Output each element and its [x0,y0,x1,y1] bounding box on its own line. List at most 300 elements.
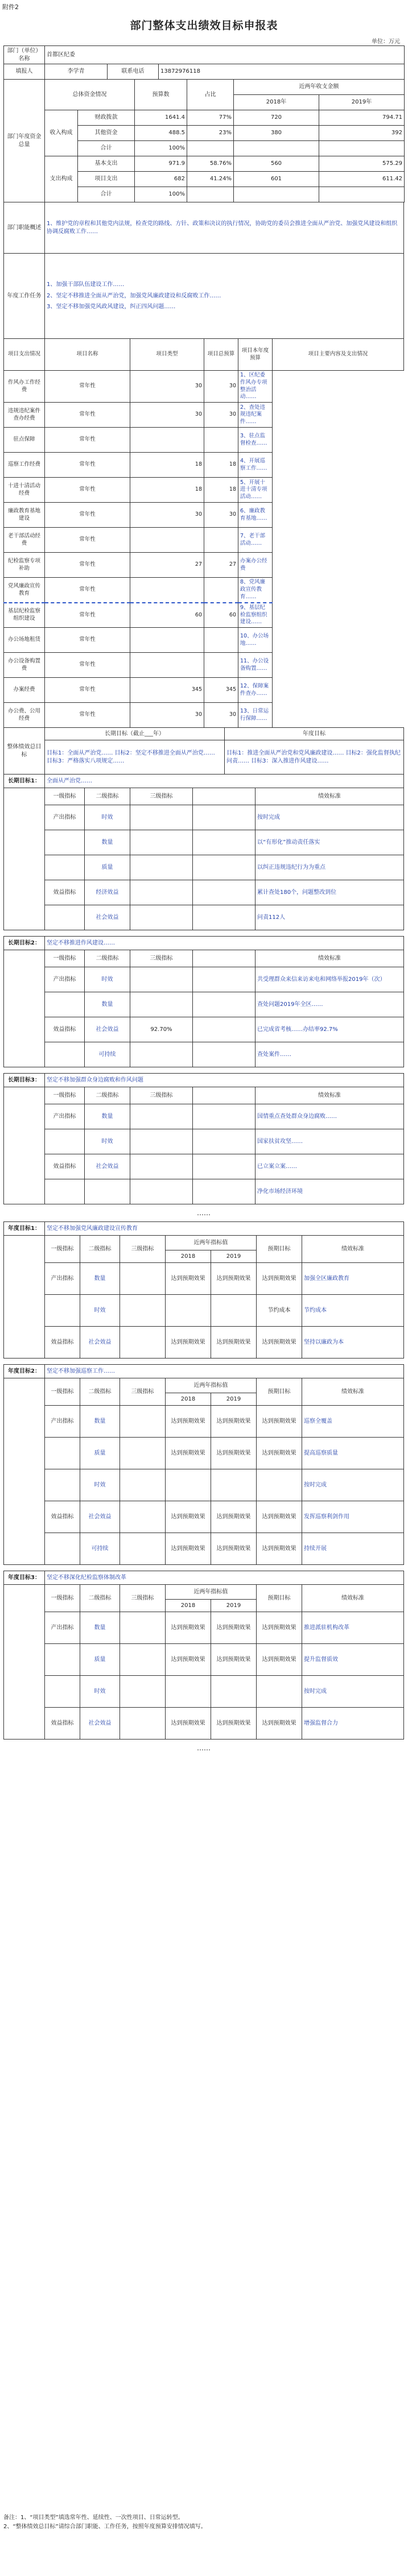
value-cell: 查处问题2019年全区…… [255,992,404,1017]
level1-cell: 产出指标 [45,805,85,830]
level1-cell [45,1644,80,1676]
std-cell: 持续开展 [302,1533,404,1565]
funds-year-2019: 2019年 [319,95,405,110]
funds-row-budget: 1641.4 [135,110,187,126]
level1-cell [45,1179,85,1204]
level1-cell: 效益指标 [45,1017,85,1042]
level1-cell [45,992,85,1017]
level1-cell [45,830,85,855]
filler-label: 填报人 [4,64,45,80]
blank-cell [193,1042,255,1067]
duty-table [3,202,404,254]
target-cell: 达到预期效果 [257,1533,302,1565]
target-cell: 达到预期效果 [257,1644,302,1676]
project-name: 党风廉政宣传教育 [4,578,45,603]
target-cell [257,1469,302,1501]
project-total: 30 [130,403,204,428]
level2-cell: 经济效益 [85,880,130,905]
std-cell: 坚持以廉政为本 [302,1327,404,1359]
project-row [4,453,404,478]
std-cell: 按时完成 [302,1676,404,1708]
value-cell: 问责112人 [255,905,404,930]
project-total: 18 [130,478,204,503]
col-header-level1: 一级指标 [45,1087,85,1104]
funds-row-name: 合计 [78,187,135,202]
project-type: 常年性 [45,628,130,653]
long-goal-desc: 全面从严治党…… [45,775,404,788]
level2-cell: 数量 [80,1612,120,1644]
value-cell: 已立案立案…… [255,1154,404,1179]
value-cell: 国情重点查处群众身边腐败…… [255,1104,404,1129]
project-name: 十进十清活动经费 [4,478,45,503]
level1-cell [45,1533,80,1565]
level3-cell [120,1612,166,1644]
col-header-level2: 二级指标 [85,950,130,967]
level1-cell: 产出指标 [45,967,85,992]
projects-section-label: 项目支出情况 [4,339,45,371]
long-goal-row [4,1179,404,1204]
project-type: 常年性 [45,678,130,703]
year-goal-row [4,1327,404,1359]
project-desc: 8、党风廉政宣传教育…… [238,578,273,603]
annual-task-item: 1、加强干部队伍建设工作…… [47,281,125,288]
long-goal-title: 长期目标3： [4,1074,45,1087]
level1-cell [45,1676,80,1708]
value-2018-cell [166,1295,211,1327]
level2-cell: 社会效益 [80,1708,120,1740]
page-title: 部门整体支出绩效目标申报表 [130,19,278,32]
level2-cell: 社会效益 [80,1501,120,1533]
level3-cell [130,830,193,855]
year-goal-side [4,1378,45,1565]
project-name: 纪检监察专项补助 [4,553,45,578]
project-desc: 13、日常运行保障…… [238,703,273,728]
level3-cell [120,1501,166,1533]
value-cell: 以“有形化”推动责任落实 [255,830,404,855]
project-name: 巡察工作经费 [4,453,45,478]
col-header-level3: 三级指标 [120,1236,166,1263]
project-row [4,503,404,528]
funds-table [3,79,405,202]
project-year [204,628,238,653]
project-row [4,703,404,728]
year-goal-title: 年度目标2： [4,1365,45,1378]
value-2018-cell: 达到预期效果 [166,1406,211,1438]
long-goal-desc: 坚定不移加强群众身边腐败和作风问题 [45,1074,404,1087]
col-header-level2: 二级指标 [85,1087,130,1104]
project-year [204,528,238,553]
level3-cell [130,1129,193,1154]
overall-year-header: 年度目标 [225,728,404,740]
level3-cell [130,1154,193,1179]
value-2018-cell: 达到预期效果 [166,1501,211,1533]
funds-row-ratio: 23% [187,126,234,141]
project-desc: 10、办公场地…… [238,628,273,653]
col-header-level1: 一级指标 [45,788,85,805]
project-total [130,578,204,603]
long-goal-row [4,855,404,880]
project-year: 60 [204,603,238,628]
long-goal-row [4,880,404,905]
col-header-std: 绩效标准 [302,1585,404,1612]
level1-cell [45,1295,80,1327]
project-desc: 1、区纪委作风办专项整治活动…… [238,371,273,403]
level1-cell [45,1438,80,1469]
level2-cell: 时效 [85,1129,130,1154]
level3-cell: 92.70% [130,1017,193,1042]
project-type: 常年性 [45,453,130,478]
col-header-level2: 二级指标 [80,1236,120,1263]
funds-row-budget: 682 [135,172,187,187]
projects-col-type: 项目类型 [130,339,204,371]
funds-total-label: 总体资金情况 [45,80,135,110]
target-cell: 达到预期效果 [257,1438,302,1469]
annual-tasks-label: 年度工作任务 [4,254,45,339]
year-goal-row [4,1438,404,1469]
long-goal-row [4,967,404,992]
level2-cell: 数量 [80,1263,120,1295]
level1-cell: 产出指标 [45,1612,80,1644]
year-goal-side [4,1585,45,1740]
project-year: 30 [204,503,238,528]
level3-cell [120,1438,166,1469]
funds-row-2019: 794.71 [319,110,405,126]
level3-cell [130,880,193,905]
level3-cell [120,1295,166,1327]
year-goal-row [4,1676,404,1708]
level3-cell [120,1708,166,1740]
value-2019-cell [211,1469,257,1501]
year-goal-title: 年度目标1： [4,1222,45,1236]
value-2019-cell: 达到预期效果 [211,1327,257,1359]
level3-cell [120,1676,166,1708]
value-2019-cell: 达到预期效果 [211,1708,257,1740]
level2-cell: 时效 [85,967,130,992]
level3-cell [130,1179,193,1204]
std-cell: 巡察全覆盖 [302,1406,404,1438]
project-name: 办案经费 [4,678,45,703]
duty-label: 部门职能概述 [4,202,45,254]
value-cell: 按时完成 [255,805,404,830]
value-2019-cell: 达到预期效果 [211,1533,257,1565]
value-2019-cell: 达到预期效果 [211,1612,257,1644]
project-total: 345 [130,678,204,703]
project-year: 30 [204,371,238,403]
funds-row-2018: 720 [234,110,319,126]
level2-cell: 可持续 [80,1533,120,1565]
project-type: 常年性 [45,578,130,603]
level2-cell: 质量 [80,1438,120,1469]
ellipsis: …… [197,1209,211,1217]
year-goal-table [3,1571,404,1740]
value-2018-cell [166,1676,211,1708]
level2-cell: 社会效益 [85,1154,130,1179]
level3-cell [120,1533,166,1565]
col-header-nearly: 近两年指标值 [166,1585,257,1600]
level3-cell [130,805,193,830]
level2-cell: 时效 [80,1676,120,1708]
long-goal-table [3,936,404,1067]
funds-row-budget: 100% [135,187,187,202]
level1-cell: 产出指标 [45,1104,85,1129]
level3-cell [130,1104,193,1129]
year-goal-desc: 坚定不移加强党风廉政建设宣传教育 [45,1222,404,1236]
funds-row-ratio: 41.24% [187,172,234,187]
long-goal-row [4,1042,404,1067]
funds-row-budget: 971.9 [135,156,187,172]
col-header-level1: 一级指标 [45,950,85,967]
col-header-std: 绩效标准 [255,1087,404,1104]
project-total: 30 [130,503,204,528]
project-year: 27 [204,553,238,578]
annual-task-item: 2、坚定不移推进全面从严治党，加强党风廉政建设和反腐败工作…… [47,292,221,299]
funds-row-2018: 560 [234,156,319,172]
long-goal-row [4,1017,404,1042]
level2-cell: 时效 [85,805,130,830]
level3-cell [120,1327,166,1359]
std-cell: 推进派驻机构改革 [302,1612,404,1644]
target-cell: 达到预期效果 [257,1501,302,1533]
long-goal-row [4,1104,404,1129]
col-header-2019: 2019 [211,1393,257,1406]
projects-col-desc: 项目主要内容及支出情况 [273,339,404,371]
value-2018-cell: 达到预期效果 [166,1533,211,1565]
long-goal-row [4,905,404,930]
col-header-std: 绩效标准 [302,1378,404,1406]
col-header-2019: 2019 [211,1600,257,1612]
blank-cell [193,992,255,1017]
year-goal-row [4,1469,404,1501]
value-2019-cell [211,1676,257,1708]
project-row [4,403,404,428]
level1-cell [45,1469,80,1501]
std-cell: 提高巡察质量 [302,1438,404,1469]
col-header-level2: 二级指标 [80,1585,120,1612]
project-type: 常年性 [45,553,130,578]
col-header-empty [193,1087,255,1104]
long-goal-title: 长期目标1： [4,775,45,788]
value-2019-cell [211,1295,257,1327]
project-desc: 3、驻点监督检查…… [238,428,273,453]
funds-recent-header: 近两年收支金额 [234,80,405,95]
project-type: 常年性 [45,503,130,528]
col-header-nearly: 近两年指标值 [166,1236,257,1250]
funds-row-name: 基本支出 [78,156,135,172]
project-year [204,428,238,453]
blank-cell [193,855,255,880]
funds-row-2019: 611.42 [319,172,405,187]
funds-year-2018: 2018年 [234,95,319,110]
projects-table [3,338,404,728]
long-goal-row [4,1154,404,1179]
year-goal-table [3,1364,404,1565]
filler-value: 李学青 [45,64,108,80]
long-goal-side [4,788,45,930]
income-group-label: 收入构成 [45,110,78,156]
project-name: 办公费、公用经费 [4,703,45,728]
level1-cell: 产出指标 [45,1263,80,1295]
level2-cell: 数量 [85,1104,130,1129]
level2-cell: 质量 [85,855,130,880]
annual-tasks-table [3,253,404,339]
level1-cell [45,1129,85,1154]
attachment-label: 附件2 [2,3,19,11]
value-2018-cell: 达到预期效果 [166,1708,211,1740]
project-year: 18 [204,453,238,478]
col-header-level1: 一级指标 [45,1236,80,1263]
long-goal-row [4,830,404,855]
year-goal-row [4,1295,404,1327]
project-row [4,428,404,453]
footnote-line: 备注：1、“项目类型”填选常年性、延续性、一次性项目、日常运转型。 [3,2515,184,2521]
level2-cell: 社会效益 [85,905,130,930]
project-total: 30 [130,371,204,403]
year-goal-table [3,1221,404,1359]
funds-row-name: 合计 [78,141,135,156]
project-row [4,371,404,403]
dept-name-value: 首都区纪委 [45,46,405,64]
overall-year-text: 目标1：推进全面从严治党和党风廉政建设…… 目标2：强化监督执纪问责…… 目标3：深入推进作风建设…… [225,740,404,775]
level3-cell [120,1263,166,1295]
funds-row-2019: 392 [319,126,405,141]
long-goal-title: 长期目标2： [4,937,45,950]
project-name: 廉政教育基地建设 [4,503,45,528]
blank-cell [193,1104,255,1129]
project-year [204,578,238,603]
ellipsis: …… [197,1744,211,1753]
level3-cell [120,1469,166,1501]
projects-col-name: 项目名称 [45,339,130,371]
level2-cell: 社会效益 [85,1017,130,1042]
funds-row-2018: 601 [234,172,319,187]
blank-cell [193,880,255,905]
project-name: 办公场地租赁 [4,628,45,653]
value-cell: 累计查处180个，问题整改到位 [255,880,404,905]
long-goal-desc: 坚定不移推进作风建设…… [45,937,404,950]
level1-cell [45,905,85,930]
project-name: 违规违纪案件查办经费 [4,403,45,428]
overall-long-text: 目标1：全面从严治党…… 目标2：坚定不移推进全面从严治党…… 目标3：严格落实八项规定…… [45,740,225,775]
col-header-empty [193,950,255,967]
level3-cell [130,992,193,1017]
footnote [3,2513,404,2532]
target-cell: 节约成本 [257,1295,302,1327]
funds-row-name: 项目支出 [78,172,135,187]
col-header-level3: 三级指标 [120,1585,166,1612]
std-cell: 节约成本 [302,1295,404,1327]
col-header-level3: 三级指标 [130,950,193,967]
value-2019-cell: 达到预期效果 [211,1438,257,1469]
col-header-2018: 2018 [166,1393,211,1406]
level2-cell: 数量 [80,1406,120,1438]
target-cell: 达到预期效果 [257,1406,302,1438]
funds-row-ratio: 77% [187,110,234,126]
blank-cell [193,1017,255,1042]
col-header-2019: 2019 [211,1250,257,1263]
target-cell: 达到预期效果 [257,1263,302,1295]
funds-row-budget: 488.5 [135,126,187,141]
std-cell: 增强监督合力 [302,1708,404,1740]
col-header-std: 绩效标准 [302,1236,404,1263]
value-2019-cell: 达到预期效果 [211,1263,257,1295]
projects-col-total: 项目总预算 [204,339,238,371]
project-total: 60 [130,603,204,628]
year-goal-row [4,1406,404,1438]
col-header-2018: 2018 [166,1600,211,1612]
project-total: 18 [130,453,204,478]
project-desc: 7、老干部活动…… [238,528,273,553]
overall-label: 整体绩效总目标 [4,728,45,775]
project-name: 作风办工作经费 [4,371,45,403]
overall-long-header: 长期目标（截止___年） [45,728,225,740]
level2-cell: 可持续 [85,1042,130,1067]
value-cell: 已完成省考核……办结率92.7% [255,1017,404,1042]
project-desc: 6、廉政教育基地…… [238,503,273,528]
long-goal-row [4,1129,404,1154]
project-type: 常年性 [45,528,130,553]
funds-ratio-header: 占比 [187,80,234,110]
project-desc: 2、查处违规违纪案件…… [238,403,273,428]
project-row [4,603,404,628]
long-goal-table [3,774,404,930]
value-cell: 以纠正违规违纪行为为重点 [255,855,404,880]
col-header-level3: 三级指标 [130,1087,193,1104]
project-row [4,578,404,603]
year-goal-row [4,1612,404,1644]
value-2019-cell: 达到预期效果 [211,1406,257,1438]
level3-cell [130,855,193,880]
col-header-level1: 一级指标 [45,1585,80,1612]
level3-cell [130,1042,193,1067]
level1-cell [45,855,85,880]
funds-row-name: 财政拨款 [78,110,135,126]
std-cell: 按时完成 [302,1469,404,1501]
funds-row-2018: 380 [234,126,319,141]
value-cell: 国家扶贫攻坚…… [255,1129,404,1154]
project-year: 30 [204,703,238,728]
year-goal-side [4,1236,45,1359]
project-year: 18 [204,478,238,503]
project-year: 30 [204,403,238,428]
level2-cell: 质量 [80,1644,120,1676]
blank-cell [193,830,255,855]
funds-budget-header: 预算数 [135,80,187,110]
col-header-level1: 一级指标 [45,1378,80,1406]
col-header-empty [193,788,255,805]
blank-cell [193,967,255,992]
project-desc: 4、开展巡察工作…… [238,453,273,478]
col-header-target: 预期目标 [257,1585,302,1612]
target-cell [257,1676,302,1708]
col-header-level2: 二级指标 [85,788,130,805]
col-header-2018: 2018 [166,1250,211,1263]
year-goal-row [4,1263,404,1295]
long-goal-side [4,950,45,1067]
project-desc: 12、保障案件查办…… [238,678,273,703]
level2-cell: 时效 [80,1469,120,1501]
project-desc: 5、开展十进十清专项活动…… [238,478,273,503]
project-type: 常年性 [45,403,130,428]
project-desc: 11、办公设备购置…… [238,653,273,678]
long-goal-table [3,1073,404,1204]
annual-task-item: 3、坚定不移加强党风政风建设，纠正四风问题…… [47,304,176,310]
expense-group-label: 支出构成 [45,156,78,202]
unit-label: 单位：万元 [372,39,400,45]
value-2018-cell: 达到预期效果 [166,1263,211,1295]
project-year: 345 [204,678,238,703]
project-name: 办公设备购置费 [4,653,45,678]
project-row [4,678,404,703]
